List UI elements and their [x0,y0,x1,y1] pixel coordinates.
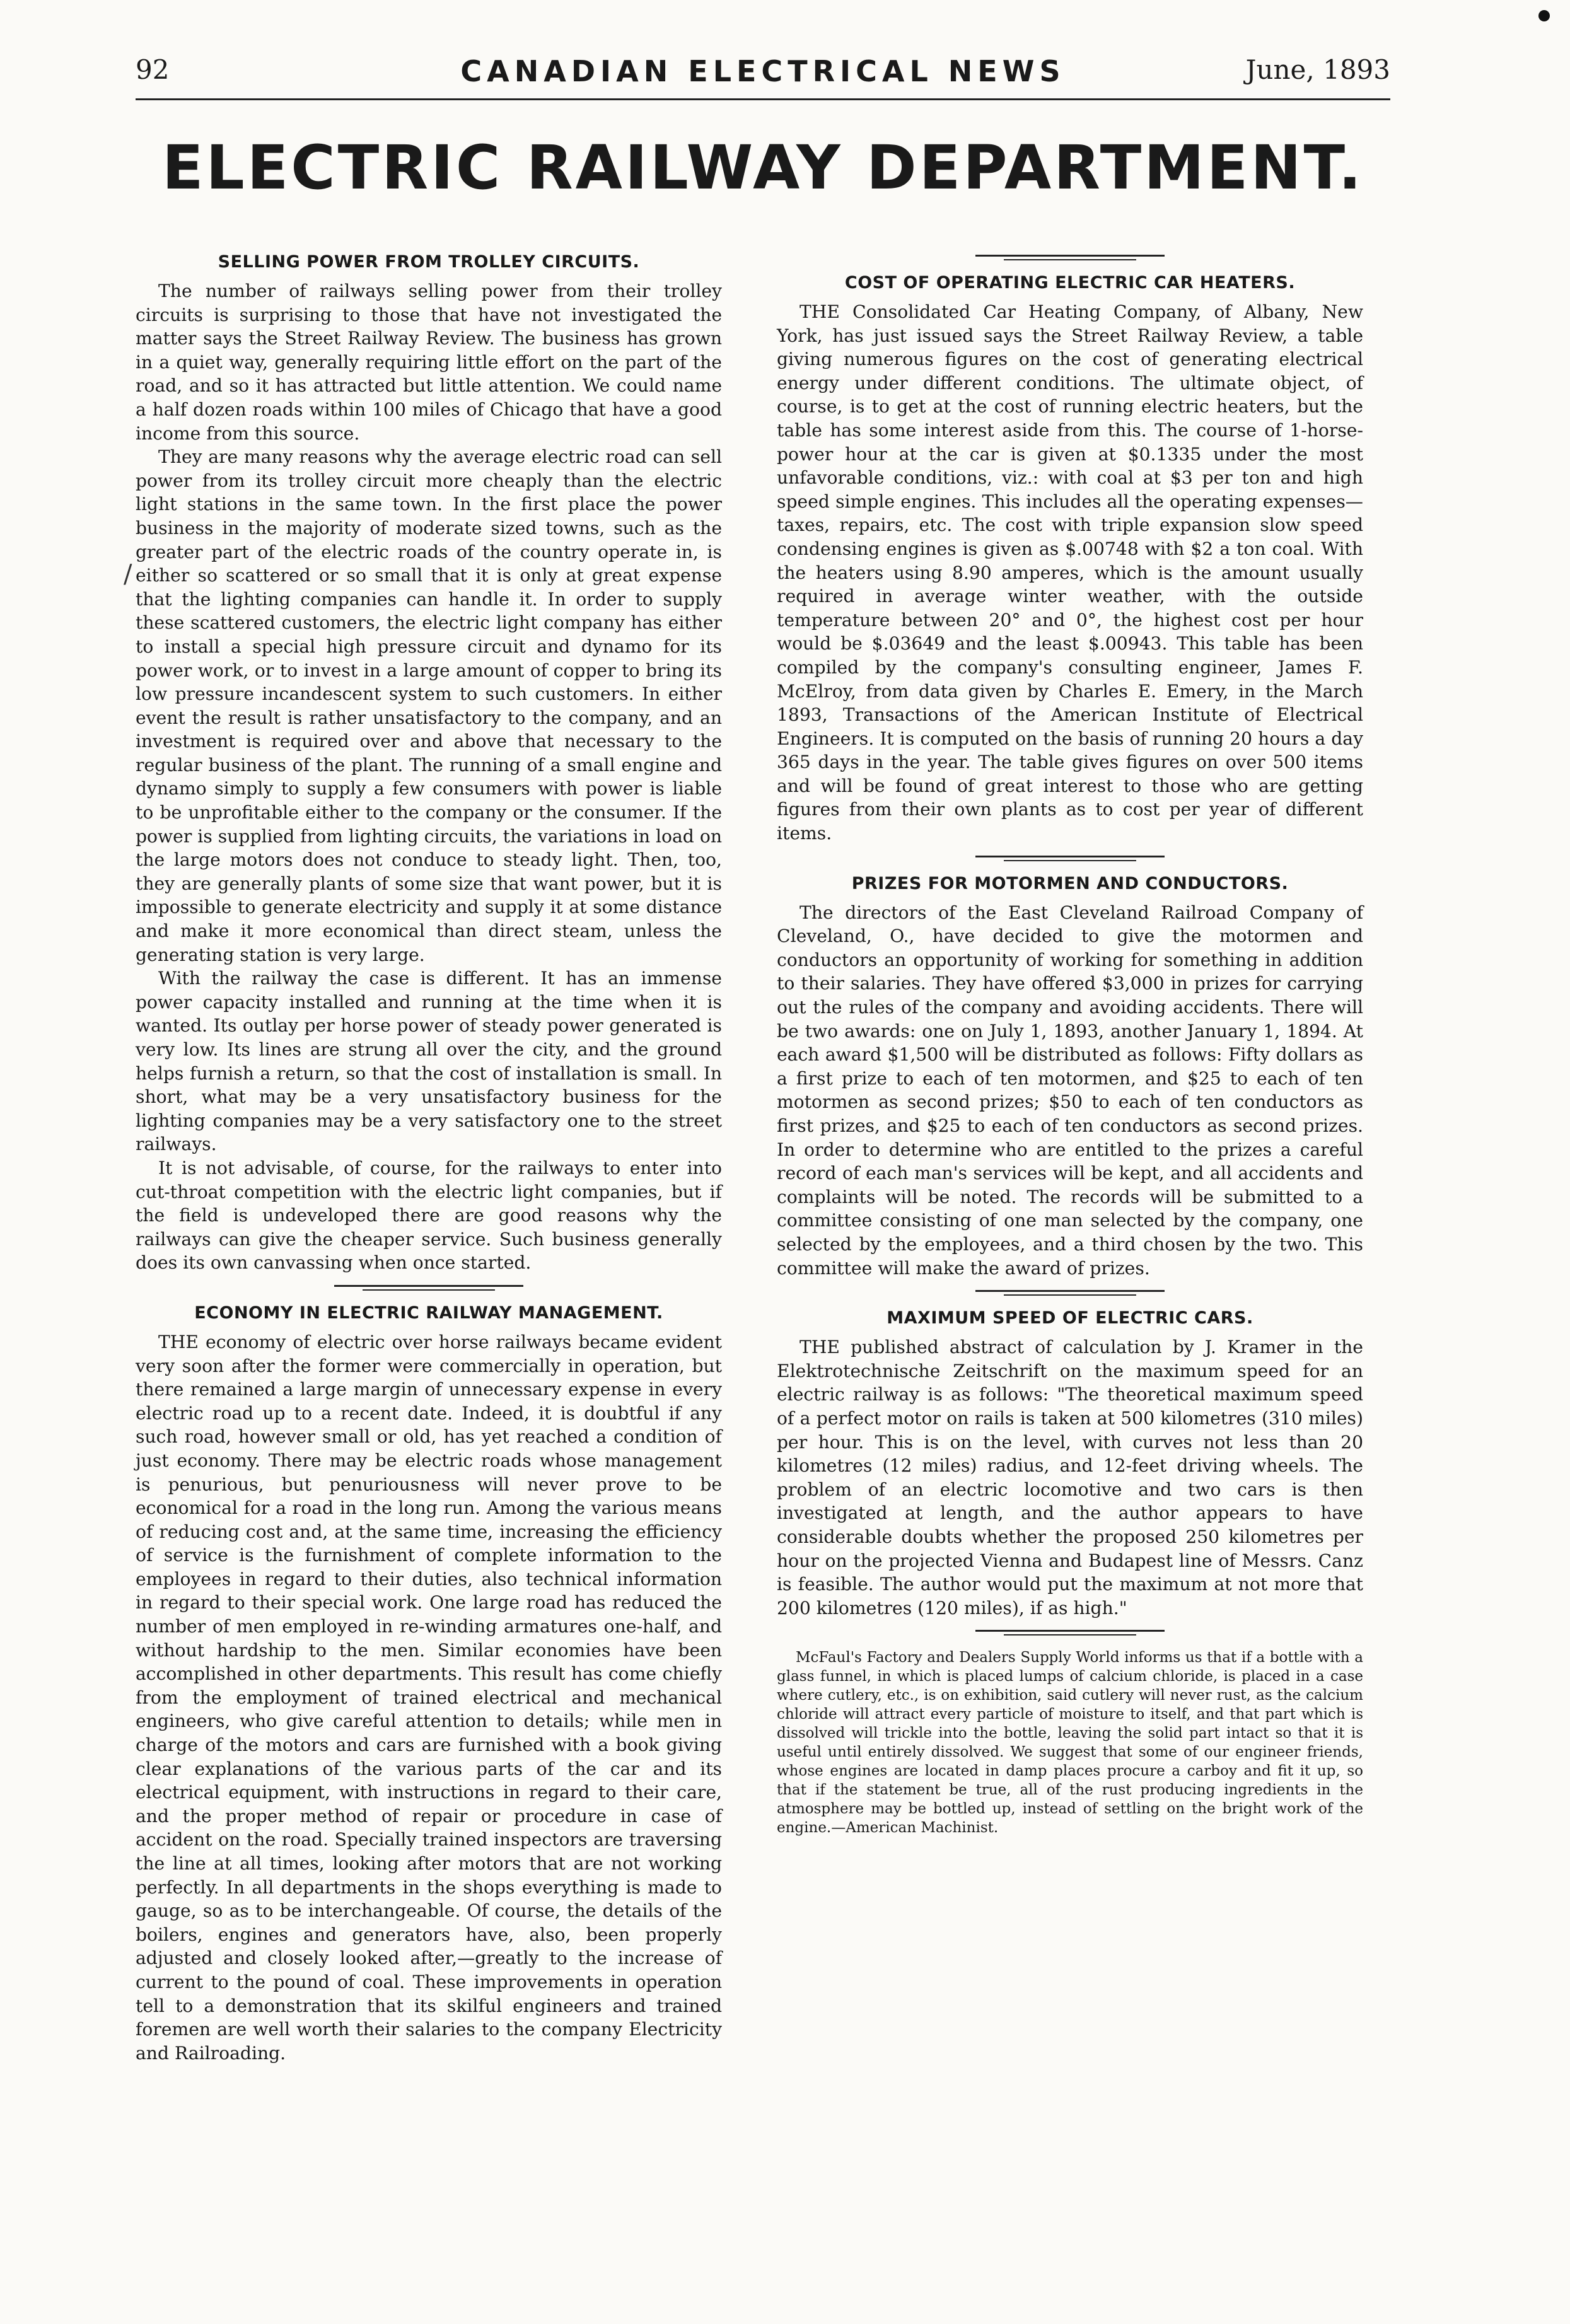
issue-date: June, 1893 [1245,54,1390,85]
article-paragraph: The number of railways selling power from their trolley circuits is surprising to those that have not investigated the matter says the Street Railway Review. The business has grown in a quiet way, generally requiring little effort on the part of the road, and so it has attracted but little attention. We could name a half dozen roads within 100 miles of Chicago that have a good income from this source. [136,281,722,444]
footnote: McFaul's Factory and Dealers Supply World informs us that if a bottle with a glass funnel, in which is placed lumps of calcium chloride, is placed in a case where cutlery, etc., is on exhibition, said cutlery will never rust, as the calcium chloride will attract every particle of moisture to itself, and that part which is dissolved will trickle into the bottle, leaving the solid part intact so that it is useful until entirely dissolved. We suggest that some of our engineer friends, whose engines are located in damp places procure a carboy and fit it up, so that if the statement be true, all of the rust producing ingredients in the atmosphere may be bottled up, instead of settling on the bright work of the engine.—American Machinist. [777,1649,1363,1837]
article-heading: MAXIMUM SPEED OF ELECTRIC CARS. [887,1308,1253,1328]
right-column [777,252,1363,1837]
left-column [136,252,722,2065]
section-divider [334,1285,523,1291]
department-title: ELECTRIC RAILWAY DEPARTMENT. [161,132,1364,203]
article-heading: ECONOMY IN ELECTRIC RAILWAY MANAGEMENT. [194,1303,663,1323]
section-divider [975,1290,1165,1296]
article-paragraph: With the railway the case is different. It has an immense power capacity installed and running at the time when it is wanted. Its outlay per horse power of steady power generated is very low. Its lines are strung all over the city, and the ground helps furnish a return, so that the cost of installation is small. In short, what may be a very unsatisfactory business for the lighting companies may be a very satisfactory one to the street railways. [136,968,722,1155]
article-paragraph: THE Consolidated Car Heating Company, of Albany, New York, has just issued says the Street Railway Review, a table giving numerous figures on the cost of generating electrical energy under different conditions. The ultimate object, of course, is to get at the cost of running electric heaters, but the table has some interest aside from this. The course of 1-horse-power hour at the car is given at $0.1335 under the most unfavorable conditions, viz.: with coal at $3 per ton and high speed simple engines. This includes all the operating expenses—taxes, repairs, etc. The cost with triple expansion slow speed condensing engines is given as $.00748 with $2 a ton coal. With the heaters using 8.90 amperes, which is the amount usually required in average winter weather, with the outside temperature between 20° and 0°, the highest cost per hour would be $.03649 and the least $.00943. This table has been compiled by the company's consulting engineer, James F. McElroy, from data given by Charles E. Emery, in the March 1893, Transactions of the American Institute of Electrical Engineers. It is computed on the basis of running 20 hours a day 365 days in the year. The table gives figures on over 500 items and will be found of great interest to those who are getting figures from their own plants as to cost per year of different items. [777,301,1363,844]
article-paragraph: It is not advisable, of course, for the railways to enter into cut-throat competition with the electric light companies, but if the field is undeveloped there are good reasons why the railways can give the cheaper service. Such business generally does its own canvassing when once started. [136,1157,722,1274]
section-divider [975,255,1165,260]
margin-mark: / [124,560,132,589]
article-heading: PRIZES FOR MOTORMEN AND CONDUCTORS. [851,873,1289,893]
article-paragraph: THE economy of electric over horse railways became evident very soon after the former were commercially in operation, but there remained a large margin of unnecessary expense in every electric road up to a recent date. Indeed, it is doubtful if any such road, however small or old, has yet reached a condition of just economy. There may be electric roads whose management is penurious, but penuriousness will never prove to be economical for a road in the long run. Among the various means of reducing cost and, at the same time, increasing the efficiency of service is the furnishment of complete information to the employees in regard to their duties, also technical information in regard to their special work. One large road has reduced the number of men employed in re-winding armatures one-half, and without hardship to the men. Similar economies have been accomplished in other departments. This result has come chiefly from the employment of trained electrical and mechanical engineers, who give careful attention to details; while men in charge of the motors and cars are furnished with a book giving clear explanations of the various parts of the car and its electrical equipment, with instructions in regard to their care, and the proper method of repair or procedure in case of accident on the road. Specially trained inspectors are traversing the line at all times, looking after motors that are not working perfectly. In all departments in the shops everything is made to gauge, so as to be interchangeable. Of course, the details of the boilers, engines and generators have, also, been properly adjusted and closely looked after,—greatly to the increase of current to the pound of coal. These improvements in operation tell to a demonstration that its skilful engineers and trained foremen are well worth their salaries to the company Electricity and Railroading. [136,1331,722,2064]
section-divider [975,856,1165,861]
article-heading: SELLING POWER FROM TROLLEY CIRCUITS. [218,252,640,272]
section-divider [975,1630,1165,1636]
page-number: 92 [136,54,170,85]
publication-title: CANADIAN ELECTRICAL NEWS [460,54,1066,88]
article-heading: COST OF OPERATING ELECTRIC CAR HEATERS. [844,273,1296,293]
ink-dot [1538,10,1550,21]
running-head [136,54,1390,100]
article-paragraph: The directors of the East Cleveland Railroad Company of Cleveland, O., have decided to give the motormen and conductors an opportunity of working for something in addition to their salaries. They have offered $3,000 in prizes for carrying out the rules of the company and avoiding accidents. There will be two awards: one on July 1, 1893, another January 1, 1894. At each award $1,500 will be distributed as follows: Fifty dollars as a first prize to each of ten motormen, and $25 to each of ten motormen as second prizes; $50 to each of ten conductors as first prizes, and $25 to each of ten conductors as second prizes. In order to determine who are entitled to the prizes a careful record of each man's services will be kept, and all accidents and complaints will be noted. The records will be submitted to a committee consisting of one man selected by the company, one selected by the employees, and a third chosen by the two. This committee will make the award of prizes. [777,902,1363,1279]
article-paragraph: THE published abstract of calculation by J. Kramer in the Elektrotechnische Zeitschrift on the maximum speed for an electric railway is as follows: "The theoretical maximum speed of a perfect motor on rails is taken at 500 kilometres (310 miles) per hour. This is on the level, with curves not less than 20 kilometres (12 miles) radius, and 12-feet driving wheels. The problem of an electric locomotive and two cars is then investigated at length, and the author appears to have considerable doubts whether the proposed 250 kilometres per hour on the projected Vienna and Budapest line of Messrs. Canz is feasible. The author would put the maximum at not more that 200 kilometres (120 miles), if as high." [777,1337,1363,1618]
article-paragraph: They are many reasons why the average electric road can sell power from its trolley circuit more cheaply than the electric light stations in the same town. In the first place the power business in the majority of moderate sized towns, such as the greater part of the electric roads of the country operate in, is either so scattered or so small that it is only at great expense that the lighting companies can handle it. In order to supply these scattered customers, the electric light company has either to install a special high pressure circuit and dynamo for its power work, or to invest in a large amount of copper to bring its low pressure incandescent system to such customers. In either event the result is rather unsatisfactory to the company, and an investment is required over and above that necessary to the regular business of the plant. The running of a small engine and dynamo simply to supply a few consumers with power is liable to be unprofitable either to the company or the consumer. If the power is supplied from lighting circuits, the variations in load on the large motors does not conduce to steady light. Then, too, they are generally plants of some size that want power, but it is impossible to generate electricity and supply it at some distance and make it more economical than direct steam, unless the generating station is very large. [136,446,722,965]
